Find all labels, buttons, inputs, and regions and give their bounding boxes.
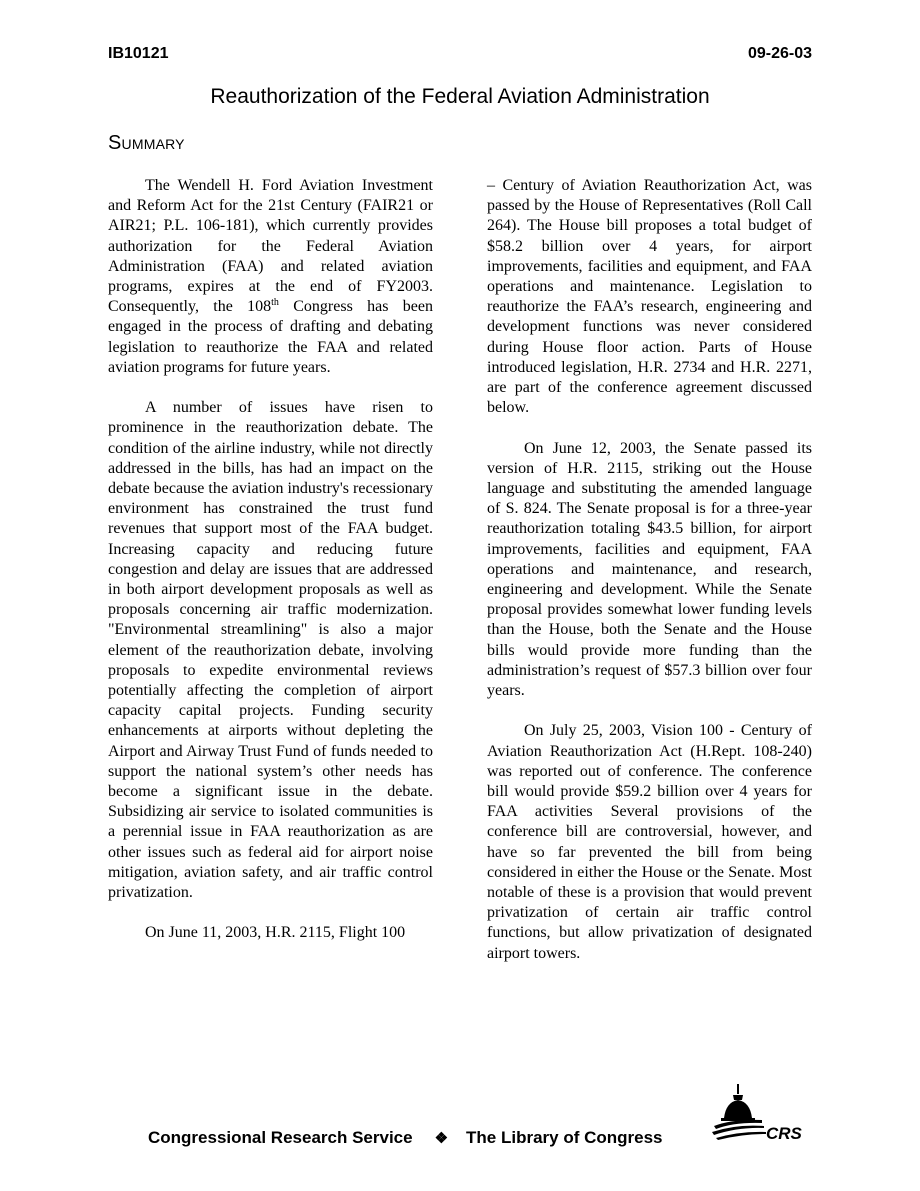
crs-logo-text: CRS <box>766 1124 802 1143</box>
capitol-dome-icon <box>712 1082 810 1146</box>
paragraph-1 <box>108 176 433 378</box>
footer-crs: Congressional Research Service <box>148 1128 413 1147</box>
paragraph-1-text-a: The Wendell H. Ford Aviation Investment and Reform Act for the 21st Century (FAIR21 or AIR21; P.L. 106-181), which currently provides authorization for the Federal Aviation Administration (FAA) and related aviation programs, expires at the end of FY2003. Consequently, the 108 <box>108 177 433 316</box>
section-heading: Summary <box>108 132 185 154</box>
footer-loc: The Library of Congress <box>466 1128 663 1147</box>
page-title: Reauthorization of the Federal Aviation Administration <box>210 85 710 108</box>
report-date: 09-26-03 <box>747 45 812 62</box>
diamond-icon: ❖ <box>434 1130 449 1147</box>
paragraph-4: On June 12, 2003, the Senate passed its version of H.R. 2115, striking out the House language and substituting the amended language of S. 824. The Senate proposal is for a three-year reauthorization totaling $43.5 billion, for airport improvements, facilities and equipment, FAA operations and maintenance, and research, engineering and development. While the Senate proposal provides somewhat lower funding levels than the House, both the Senate and the House bills would provide more funding than the administration’s request of $57.3 billion over four years. <box>487 439 812 700</box>
footer <box>148 1127 663 1149</box>
paragraph-3-end: – Century of Aviation Reauthorization Act, was passed by the House of Representatives (Roll Call 264). The House bill proposes a total budget of $58.2 billion over 4 years, for airport improvements, facilities and equipment, and FAA operations and maintenance. Legislation to reauthorize the FAA’s research, engineering and development functions was never considered during House floor action. Parts of House introduced legislation, H.R. 2734 and H.R. 2271, are part of the conference agreement discussed below. <box>487 177 812 417</box>
paragraph-5: On July 25, 2003, Vision 100 - Century of Aviation Reauthorization Act (H.Rept. 108-240) was reported out of conference. The conference bill would provide $59.2 billion over 4 years for FAA activities Several provisions of the conference bill are controversial, however, and have so far prevented the bill from being considered in either the House or the Senate. Most notable of these is a provision that would prevent privatization of certain air traffic control functions, but allow privatization of designated airport towers. <box>487 722 812 962</box>
paragraph-2: A number of issues have risen to prominence in the reauthorization debate. The condition of the airline industry, while not directly addressed in the bills, has had an impact on the debate because the aviation industry's recessionary environment has constrained the trust fund revenues that support most of the FAA budget. Increasing capacity and reducing future congestion and delay are issues that are addressed in both airport development proposals as well as proposals concerning air traffic modernization. "Environmental streamlining" is also a major element of the reauthorization debate, involving proposals to expedite environmental reviews potentially affecting the completion of airport capacity capital projects. Funding security enhancements at airports without depleting the Airport and Airway Trust Fund of funds needed to support the national system’s other needs has become a significant issue in the debate. Subsidizing air service to isolated communities is a perennial issue in FAA reauthorization as are other issues such as federal aid for airport noise mitigation, aviation safety, and air traffic control privatization. <box>108 399 433 902</box>
report-id: IB10121 <box>108 45 169 62</box>
left-column <box>108 176 433 944</box>
ordinal-suffix: th <box>271 297 279 309</box>
right-column <box>487 176 812 964</box>
paragraph-3-start: On June 11, 2003, H.R. 2115, Flight 100 <box>145 924 406 942</box>
paragraph-1-text-b: Congress has been engaged in the process of drafting and debating legislation to reauthorize the FAA and related aviation programs for future years. <box>108 298 433 376</box>
